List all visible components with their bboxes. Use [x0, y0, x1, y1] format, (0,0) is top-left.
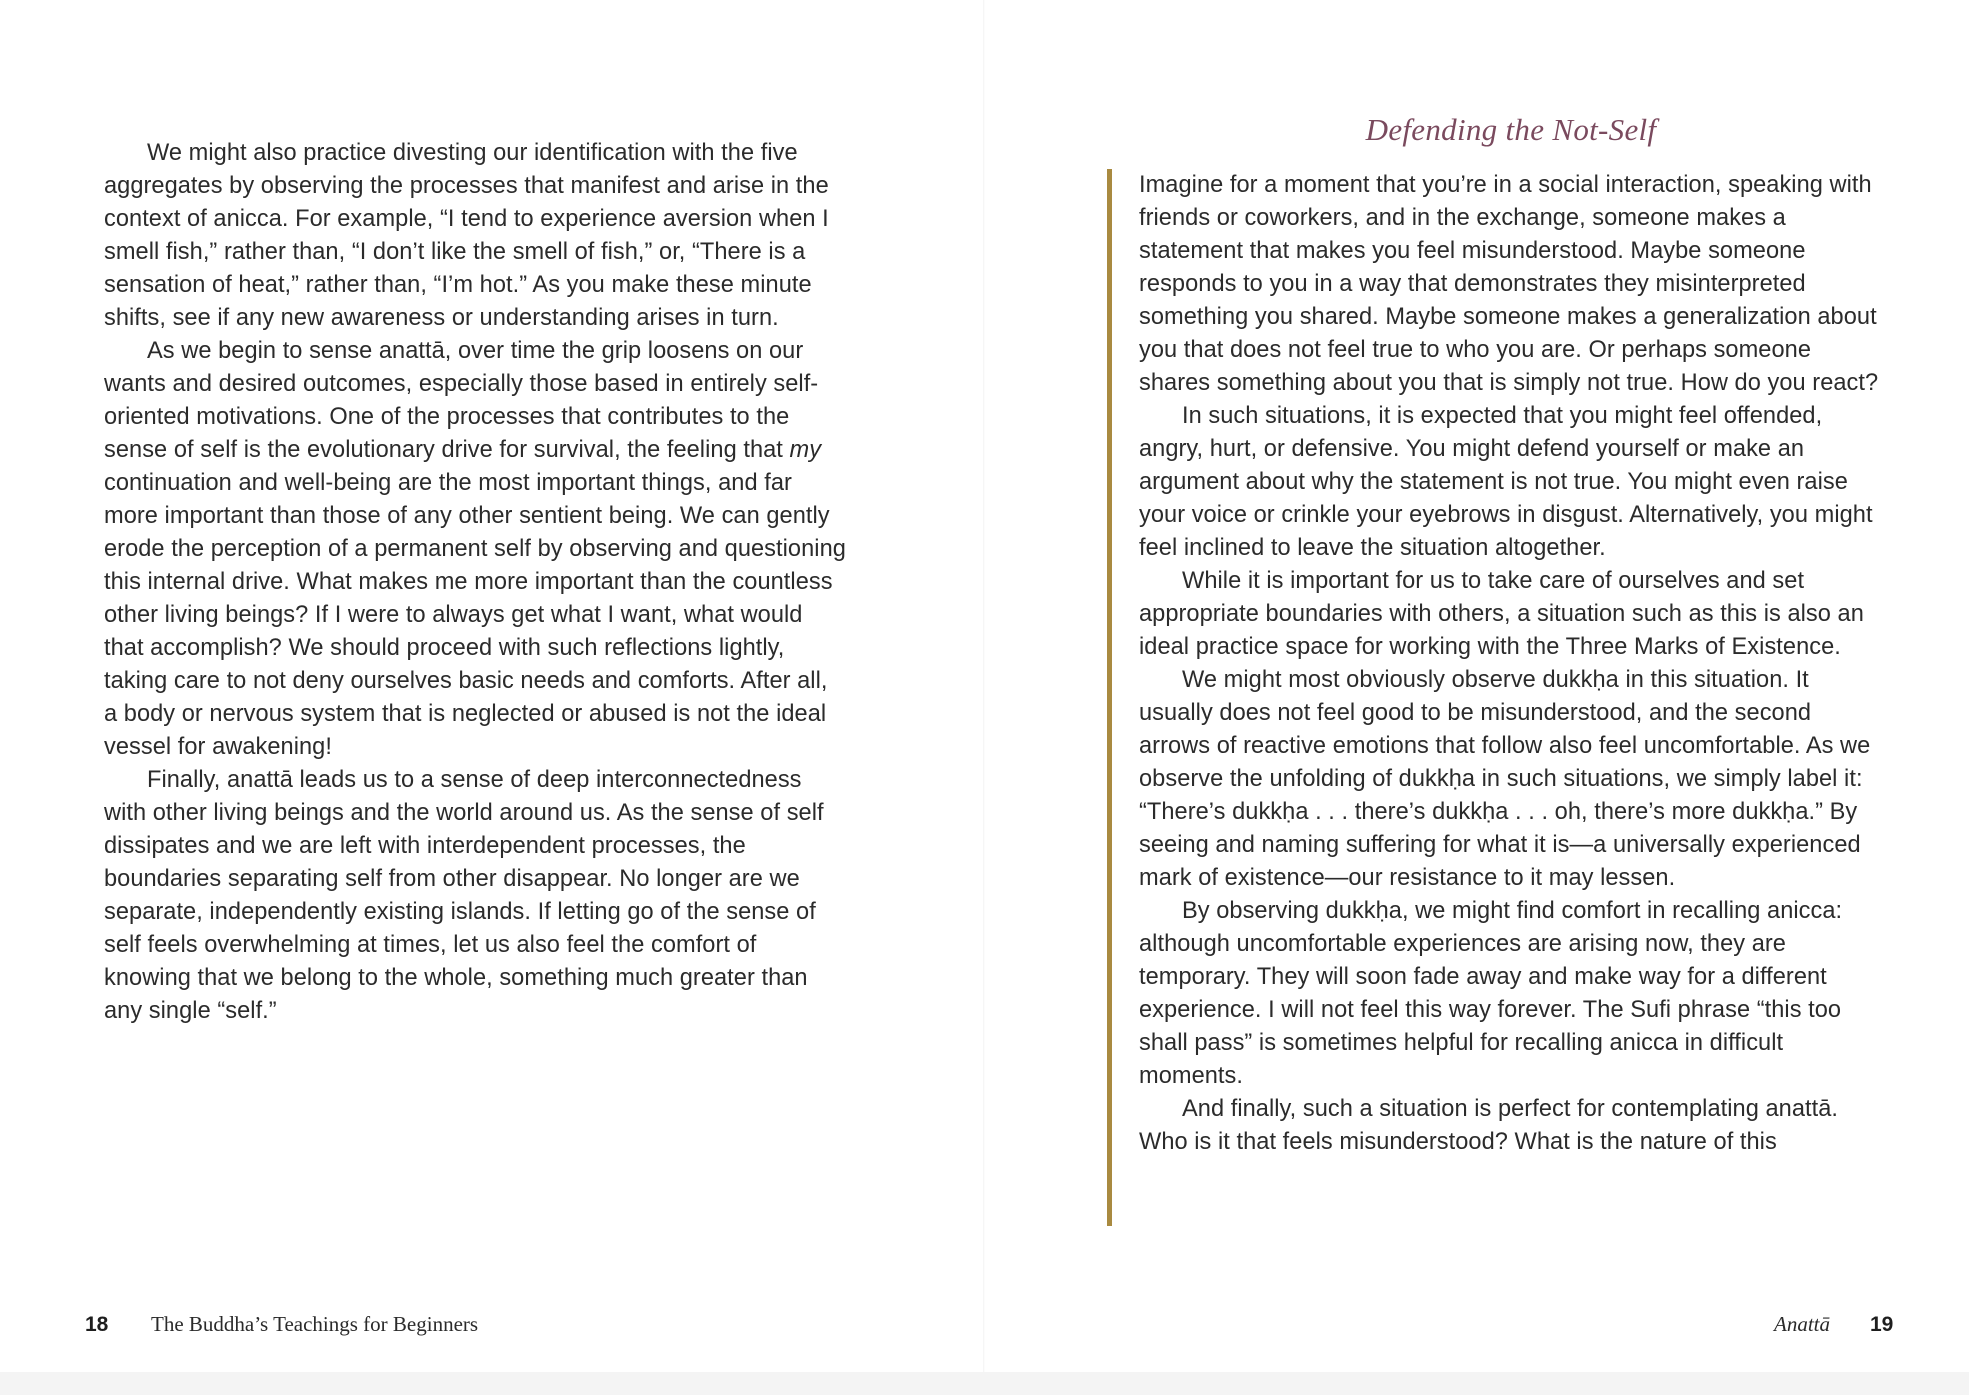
- bottom-edge-shade: [0, 1372, 1969, 1395]
- right-paragraph-6: And finally, such a situation is perfect for contemplating anattā. Who is it that feels misunderstood? What is the nature of this: [1139, 1096, 1838, 1155]
- left-paragraph-3: [104, 764, 846, 1028]
- section-title: Defending the Not-Self: [1365, 112, 1657, 147]
- right-paragraph-2: In such situations, it is expected that you might feel offended, angry, hurt, or defensive. You might defend yourself or make an argument about why the statement is not true. You might even raise your voice or crinkle your eyebrows in disgust. Alternatively, you might feel inclined to leave the situation altogether.: [1139, 403, 1873, 561]
- right-paragraph-3: While it is important for us to take care of ourselves and set appropriate boundaries with others, a situation such as this is also an ideal practice space for working with the Three Marks of Existence.: [1139, 568, 1864, 660]
- left-page-body: [104, 137, 846, 1028]
- right-paragraph-1: Imagine for a moment that you’re in a social interaction, speaking with friends or coworkers, and in the exchange, someone makes a statement that makes you feel misunderstood. Maybe someone responds to you in a way that demonstrates they misinterpreted something you shared. Maybe someone makes a generalization about you that does not feel true to who you are. Or perhaps someone shares something about you that is simply not true. How do you react?: [1139, 172, 1879, 396]
- right-running-head: Anattā: [1774, 1312, 1830, 1336]
- left-page-number: 18: [85, 1313, 109, 1336]
- sidebar-accent-rule: [1107, 169, 1112, 1226]
- left-paragraph-2-text-a: As we begin to sense anattā, over time the grip loosens on our wants and desired outcomes, especially those based in entirely self-oriented motivations. One of the processes that contributes to the sense of self is the evolutionary drive for survival, the feeling that: [104, 338, 819, 463]
- right-page-body: [1139, 169, 1883, 1159]
- right-page-number: 19: [1870, 1313, 1894, 1336]
- left-paragraph-3-text: Finally, anattā leads us to a sense of deep interconnectedness with other living beings and the world around us. As the sense of self dissipates and we are left with interdependent processes, the boundaries separating self from other disappear. No longer are we separate, independently existing islands. If letting go of the sense of self feels overwhelming at times, let us also feel the comfort of knowing that we belong to the whole, something much greater than any single “self.”: [104, 767, 824, 1024]
- left-running-head: The Buddha’s Teachings for Beginners: [151, 1312, 479, 1336]
- left-paragraph-2-emphasis: my: [789, 437, 822, 463]
- left-paragraph-1-text: We might also practice divesting our identification with the five aggregates by observing the processes that manifest and arise in the context of anicca. For example, “I tend to experience aversion when I smell fish,” rather than, “I don’t like the smell of fish,” or, “There is a sensation of heat,” rather than, “I’m hot.” As you make these minute shifts, see if any new awareness or understanding arises in turn.: [104, 140, 829, 331]
- right-paragraph-4: We might most obviously observe dukkḥa in this situation. It usually does not feel good to be misunderstood, and the second arrows of reactive emotions that follow also feel uncomfortable. As we observe the unfolding of dukkḥa in such situations, we simply label it: “There’s dukkḥa . . . there’s dukkḥa . . . oh, there’s more dukkḥa.” By seeing and naming suffering for what it is—a universally experienced mark of existence—our resistance to it may lessen.: [1139, 667, 1871, 891]
- left-paragraph-2-text-b: continuation and well-being are the most important things, and far more important than those of any other sentient being. We can gently erode the perception of a permanent self by observing and questioning this internal drive. What makes me more important than the countless other living beings? If I were to always get what I want, what would that accomplish? We should proceed with such reflections lightly, taking care to not deny ourselves basic needs and comforts. After all, a body or nervous system that is neglected or abused is not the ideal vessel for awakening!: [104, 470, 846, 760]
- book-gutter: [983, 0, 985, 1395]
- left-paragraph-1: [104, 137, 846, 335]
- left-paragraph-2: [104, 335, 846, 764]
- right-paragraph-5: By observing dukkḥa, we might find comfort in recalling anicca: although uncomfortable experiences are arising now, they are temporary. They will soon fade away and make way for a different experience. I will not feel this way forever. The Sufi phrase “this too shall pass” is sometimes helpful for recalling anicca in difficult moments.: [1139, 898, 1843, 1089]
